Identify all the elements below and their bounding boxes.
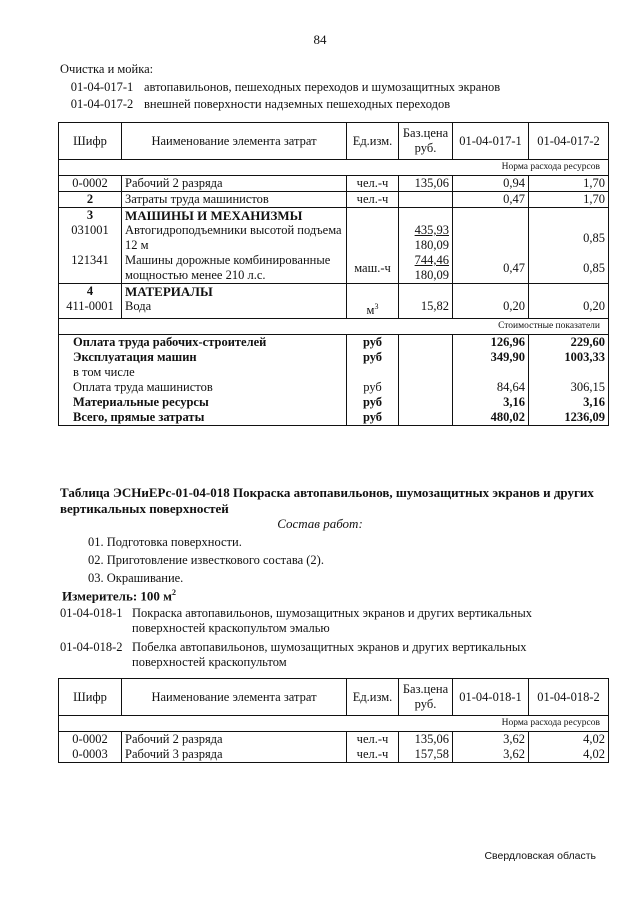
cell-price: [399, 410, 453, 426]
cell-unit: [347, 284, 399, 300]
norm-label: Норма расхода ресурсов: [59, 160, 609, 176]
cell-price: [399, 395, 453, 410]
cell-v1: 3,62: [453, 732, 529, 748]
cell-code: 0-0002: [59, 176, 122, 192]
cell-code: 4: [59, 284, 122, 300]
page-number: 84: [313, 32, 327, 47]
cell-unit: [347, 365, 399, 380]
cell-name: МАШИНЫ И МЕХАНИЗМЫ: [122, 208, 347, 224]
section2-item: [60, 640, 620, 672]
col-header-v1: 01-04-018-1: [453, 679, 529, 716]
cell-v2: 0,85: [529, 223, 609, 253]
price-top: 435,93: [414, 223, 449, 237]
cell-unit: руб: [347, 335, 399, 351]
cell-price: [399, 253, 453, 284]
cell-v1: 3,62: [453, 747, 529, 763]
cell-v2: 1,70: [529, 192, 609, 208]
col-header-price: Баз.цена руб.: [399, 123, 453, 160]
col-header-price: Баз.цена руб.: [399, 679, 453, 716]
cell-v2: [529, 284, 609, 300]
col-header-v2: 01-04-018-2: [529, 679, 609, 716]
cell-v2: 1003,33: [529, 350, 609, 365]
cell-code: 0-0002: [59, 732, 122, 748]
cell-v2: 229,60: [529, 335, 609, 351]
cell-price: [399, 350, 453, 365]
cell-name: в том числе: [59, 365, 347, 380]
cell-name: МАТЕРИАЛЫ: [122, 284, 347, 300]
meter-sup: 2: [172, 588, 177, 597]
cell-unit: чел.-ч: [347, 176, 399, 192]
cell-unit: маш.-ч: [347, 253, 399, 284]
cell-unit: чел.-ч: [347, 192, 399, 208]
cell-v2: 4,02: [529, 732, 609, 748]
cell-v2: 4,02: [529, 747, 609, 763]
cell-name: Материальные ресурсы: [59, 395, 347, 410]
cell-name: Оплата труда рабочих-строителей: [59, 335, 347, 351]
cost-row: [59, 350, 609, 365]
footer-region: Свердловская область: [484, 850, 596, 862]
cell-v1: 349,90: [453, 350, 529, 365]
table2-title: Таблица ЭСНиЕРс-01-04-018 Покраска автопавильонов, шумозащитных экранов и других вертикальных поверхностей: [60, 485, 594, 516]
col-header-code: Шифр: [59, 679, 122, 716]
cell-v1: 126,96: [453, 335, 529, 351]
work-step: 02. Приготовление известкового состава (2).: [88, 553, 324, 567]
cell-v2: 306,15: [529, 380, 609, 395]
cell-price: [399, 380, 453, 395]
cell-price: [399, 192, 453, 208]
cost-row: [59, 335, 609, 351]
item-text: внешней поверхности надземных пешеходных переходов: [144, 97, 451, 111]
work-step: 03. Окрашивание.: [88, 571, 184, 585]
table-row: [59, 747, 609, 763]
cell-v2: 1236,09: [529, 410, 609, 426]
section1-item: [60, 80, 500, 95]
cell-name: Оплата труда машинистов: [59, 380, 347, 395]
cell-v1: 0,47: [453, 192, 529, 208]
price-bottom: 180,09: [414, 268, 449, 282]
cell-price: 135,06: [399, 732, 453, 748]
item-code: 01-04-017-1: [70, 80, 134, 94]
cell-v2: 1,70: [529, 176, 609, 192]
cell-name: Вода: [122, 299, 347, 319]
item-code: 01-04-017-2: [70, 97, 134, 111]
cell-v1: [453, 284, 529, 300]
table-row: [59, 176, 609, 192]
cell-v2: 3,16: [529, 395, 609, 410]
table-row: [59, 192, 609, 208]
resource-table-1: [58, 122, 609, 426]
cell-unit: руб: [347, 410, 399, 426]
cell-price: 15,82: [399, 299, 453, 319]
cell-unit: [347, 223, 399, 253]
price-top: 744,46: [414, 253, 449, 267]
cell-price: 135,06: [399, 176, 453, 192]
cell-v1: 480,02: [453, 410, 529, 426]
cell-unit: чел.-ч: [347, 747, 399, 763]
meter-text: Измеритель: 100 м: [62, 588, 173, 604]
cell-unit: [347, 299, 399, 319]
cell-name: Автогидроподъемники высотой подъема 12 м: [122, 223, 347, 253]
item-text: автопавильонов, пешеходных переходов и шумозащитных экранов: [144, 80, 501, 94]
col-header-code: Шифр: [59, 123, 122, 160]
cell-name: Всего, прямые затраты: [59, 410, 347, 426]
cell-unit: руб: [347, 395, 399, 410]
cell-code: 0-0003: [59, 747, 122, 763]
unit-sup: 3: [374, 302, 379, 311]
cell-unit: чел.-ч: [347, 732, 399, 748]
cell-name: Рабочий 2 разряда: [122, 732, 347, 748]
col-header-unit: Ед.изм.: [347, 679, 399, 716]
cell-v1: [453, 223, 529, 253]
cell-v2: [529, 365, 609, 380]
col-header-name: Наименование элемента затрат: [122, 123, 347, 160]
item-code: 01-04-018-2: [60, 640, 123, 654]
cell-code: 2: [59, 192, 122, 208]
composition-heading: Состав работ:: [277, 516, 363, 531]
cell-name: Эксплуатация машин: [59, 350, 347, 365]
cell-v1: 3,16: [453, 395, 529, 410]
cell-name: Машины дорожные комбинированные мощностью менее 210 л.с.: [122, 253, 347, 284]
cell-price: 157,58: [399, 747, 453, 763]
cell-price: [399, 284, 453, 300]
table-row: [59, 253, 609, 284]
item-text: Побелка автопавильонов, шумозащитных экранов и других вертикальных поверхностей краскопультом: [132, 640, 527, 669]
cell-price: [399, 208, 453, 224]
table-row: [59, 732, 609, 748]
cell-price: [399, 365, 453, 380]
cell-v1: [453, 365, 529, 380]
cell-code: 411-0001: [59, 299, 122, 319]
price-bottom: 180,09: [414, 238, 449, 252]
resource-table-2: [58, 678, 609, 763]
cell-v2: 0,20: [529, 299, 609, 319]
cell-unit: руб: [347, 350, 399, 365]
table-row: [59, 208, 609, 224]
unit-text: м: [366, 303, 375, 318]
cost-row: [59, 410, 609, 426]
cell-code: 121341: [59, 253, 122, 284]
section1-heading: Очистка и мойка:: [60, 62, 154, 76]
col-header-v1: 01-04-017-1: [453, 123, 529, 160]
item-code: 01-04-018-1: [60, 606, 123, 620]
cell-name: Рабочий 2 разряда: [122, 176, 347, 192]
cost-row: [59, 365, 609, 380]
section2-item: [60, 606, 620, 638]
cell-v1: 0,47: [453, 253, 529, 284]
col-header-name: Наименование элемента затрат: [122, 679, 347, 716]
cell-v2: [529, 208, 609, 224]
cell-v1: 84,64: [453, 380, 529, 395]
cell-v2: 0,85: [529, 253, 609, 284]
norm-label: Норма расхода ресурсов: [59, 716, 609, 732]
cell-name: Затраты труда машинистов: [122, 192, 347, 208]
cost-row: [59, 380, 609, 395]
section1-item: [60, 97, 450, 112]
cell-v1: 0,94: [453, 176, 529, 192]
item-text: Покраска автопавильонов, шумозащитных экранов и других вертикальных поверхностей краскопультом эмалью: [132, 606, 532, 635]
table-row: [59, 223, 609, 253]
cost-label: Стоимостные показатели: [59, 319, 609, 335]
cell-unit: [347, 208, 399, 224]
cell-code: 031001: [59, 223, 122, 253]
meter-label: [62, 588, 176, 604]
cell-price: [399, 335, 453, 351]
cost-row: [59, 395, 609, 410]
cell-name: Рабочий 3 разряда: [122, 747, 347, 763]
cell-code: 3: [59, 208, 122, 224]
col-header-unit: Ед.изм.: [347, 123, 399, 160]
cell-v1: [453, 208, 529, 224]
work-step: 01. Подготовка поверхности.: [88, 535, 242, 549]
table-row: [59, 299, 609, 319]
cell-v1: 0,20: [453, 299, 529, 319]
cell-price: [399, 223, 453, 253]
table-row: [59, 284, 609, 300]
col-header-v2: 01-04-017-2: [529, 123, 609, 160]
cell-unit: руб: [347, 380, 399, 395]
